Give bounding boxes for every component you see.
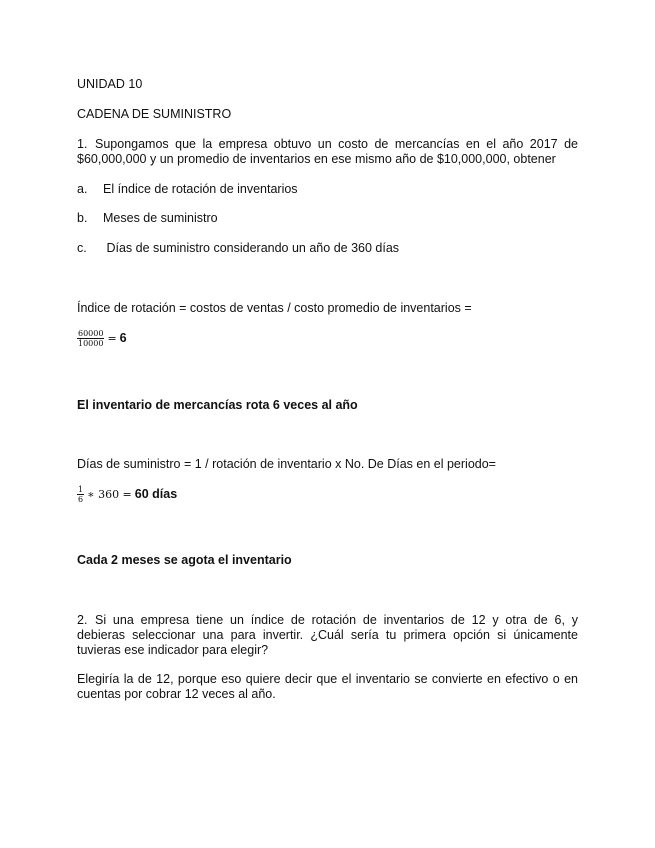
answer-line-2: cuentas por cobrar 12 veces al año.: [77, 687, 276, 701]
supply-days-numerator: 1: [78, 485, 84, 494]
list-item-b: [77, 211, 578, 226]
list-item-c: [77, 241, 578, 256]
question-2-line-1: [77, 613, 578, 628]
question-1-line-2: $60,000,000 y un promedio de inventarios en ese mismo año de $10,000,000, obtener: [77, 152, 556, 166]
rotation-equals: =: [107, 332, 117, 345]
question-2-line-2: debieras seleccionar una para invertir. ¿Cuál sería tu primera opción si únicamente: [77, 628, 578, 642]
list-item-letter: c.: [77, 241, 87, 255]
list-item-text: Meses de suministro: [103, 211, 218, 225]
supply-days-conclusion: Cada 2 meses se agota el inventario: [77, 553, 292, 567]
question-2-text-1: Si una empresa tiene un índice de rotación de inventarios de 12 y otra de 6, y: [95, 613, 578, 627]
rotation-fraction: [77, 329, 104, 348]
rotation-conclusion: El inventario de mercancías rota 6 veces al año: [77, 398, 358, 412]
list-item-text: Días de suministro considerando un año de 360 días: [103, 241, 400, 255]
supply-days-operation: ∗ 360 =: [87, 488, 132, 501]
rotation-denominator: 10000: [78, 339, 104, 348]
rotation-result: 6: [119, 331, 127, 345]
question-1-number: 1.: [77, 137, 88, 151]
supply-days-equation: [77, 485, 578, 504]
question-1: [77, 137, 578, 167]
list-item-letter: a.: [77, 182, 88, 196]
list-item-a: [77, 182, 578, 197]
supply-days-result: 60 días: [134, 487, 178, 501]
answer-line-1: Elegiría la de 12, porque eso quiere decir que el inventario se convierte en efectivo o en: [77, 672, 578, 686]
rotation-numerator: 60000: [78, 329, 104, 338]
list-item-letter: b.: [77, 211, 88, 225]
supply-days-denominator: 6: [78, 495, 84, 504]
rotation-equation: [77, 329, 578, 348]
section-title: CADENA DE SUMINISTRO: [77, 107, 232, 121]
question-1-line-1: [77, 137, 578, 152]
rotation-formula-text: Índice de rotación = costos de ventas / costo promedio de inventarios =: [77, 301, 472, 315]
question-2-line-3: tuvieras ese indicador para elegir?: [77, 643, 269, 657]
supply-days-fraction: [77, 485, 84, 504]
question-1-text-1: Supongamos que la empresa obtuvo un costo de mercancías en el año 2017 de: [95, 137, 578, 151]
question-2-answer: [77, 672, 578, 702]
supply-days-formula-text: Días de suministro = 1 / rotación de inventario x No. De Días en el periodo=: [77, 457, 496, 471]
unit-title: UNIDAD 10: [77, 77, 143, 91]
list-item-text: El índice de rotación de inventarios: [103, 182, 298, 196]
question-2-number: 2.: [77, 613, 88, 627]
question-2: [77, 613, 578, 658]
